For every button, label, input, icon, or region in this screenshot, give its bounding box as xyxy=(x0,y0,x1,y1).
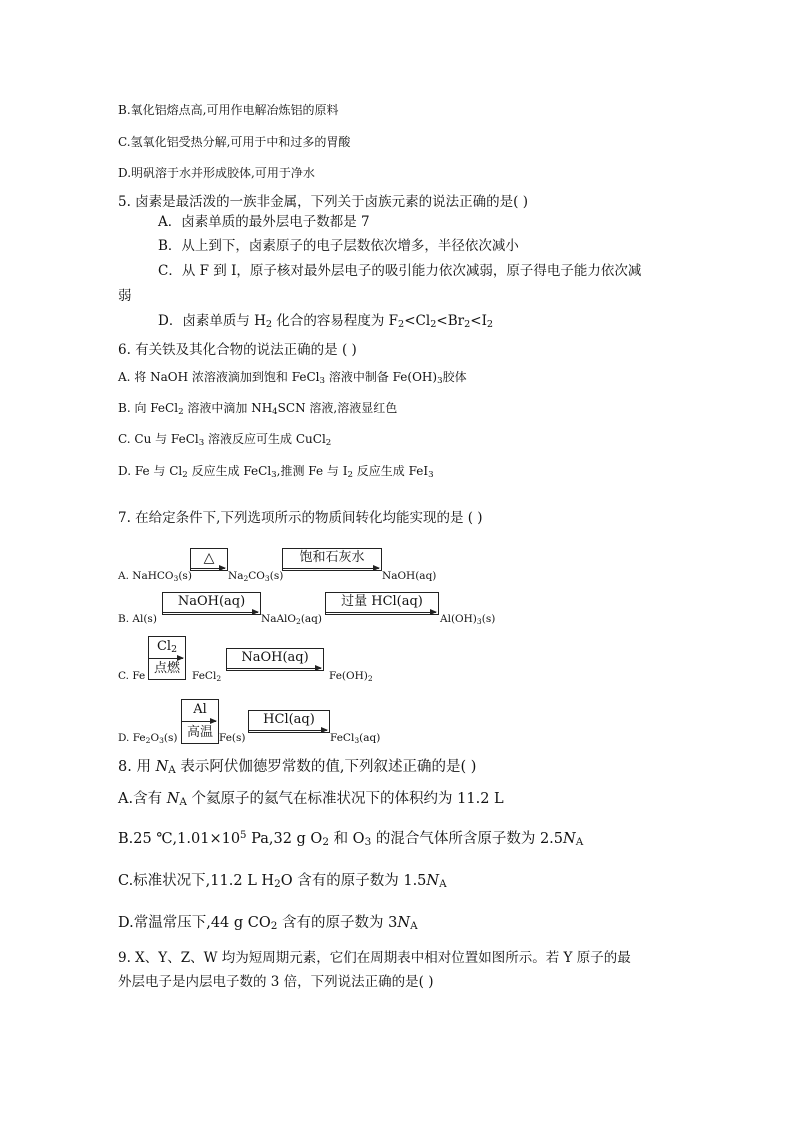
q7a-heat-symbol: △ xyxy=(203,550,215,566)
q5-option-a: A．卤素单质的最外层电子数都是 7 xyxy=(158,214,370,230)
q7d-condition1-top: Al xyxy=(193,702,207,717)
q7d-condition1-bottom: 高温 xyxy=(186,725,213,740)
q7c-reactant: C. Fe xyxy=(118,670,146,682)
q7c-arrow2 xyxy=(227,668,321,669)
q8-option-d: D.常温常压下,44 g $CO_2$ 含有的原子数为 $3N_A$ xyxy=(118,915,418,932)
q7-stem: 7. 在给定条件下,下列选项所示的物质间转化均能实现的是 ( ) xyxy=(118,510,483,526)
q4-option-d: D.明矾溶于水并形成胶体,可用于净水 xyxy=(118,166,315,180)
q7b-arrow2 xyxy=(326,612,436,613)
q5-option-d: D．卤素单质与 $H_2$ 化合的容易程度为 $F_2<Cl_2<Br_2<I_2$ xyxy=(158,313,494,330)
q7c-condition1-top: $Cl_2$ xyxy=(156,639,178,655)
q7c-product: $Fe(OH)_2$ xyxy=(329,670,373,683)
q7a-arrow1 xyxy=(191,568,225,569)
q5-option-c: C．从 F 到 I，原子核对最外层电子的吸引能力依次减弱，原子得电子能力依次减 xyxy=(158,263,642,279)
q8-stem: 8. 用 $N_A$ 表示阿伏伽德罗常数的值,下列叙述正确的是( ) xyxy=(118,759,477,776)
q7a-condition2: 饱和石灰水 xyxy=(299,550,365,565)
q6-option-c: C. Cu 与 FeCl$_3$ 溶液反应可生成 CuCl$_2$ xyxy=(118,432,332,448)
q8-option-b: B.25 $℃,1.01\times 10^5$ Pa,32 g $O_2$ 和 $O_3$ 的混合气体所含原子数为 $2.5N_A$ xyxy=(118,830,584,848)
q7c-condition2: NaOH(aq) xyxy=(241,650,309,665)
q6-option-d: D. Fe 与 $Cl_2$ 反应生成 FeCl$_3$,推测 Fe 与 $I_2$ 反应生成 FeI$_3$ xyxy=(118,464,434,480)
q6-stem: 6. 有关铁及其化合物的说法正确的是 ( ) xyxy=(118,342,357,358)
q7b-product: $Al(OH)_3(s)$ xyxy=(440,613,496,626)
q7d-product: FeCl$_3$(aq) xyxy=(330,732,381,745)
q7c-intermediate: FeCl$_2$ xyxy=(192,670,222,683)
q7c-condition1-bottom: 点燃 xyxy=(153,661,180,676)
q8-option-c: C.标准状况下,11.2 L $H_2O$ 含有的原子数为 $1.5N_A$ xyxy=(118,873,447,890)
q4-option-c: C.氢氧化铝受热分解,可用于中和过多的胃酸 xyxy=(118,135,351,149)
q7a-intermediate: $Na_2CO_3(s)$ xyxy=(228,570,284,583)
q7b-condition2: 过量 HCl(aq) xyxy=(341,594,423,609)
q7d-reactant: D. $Fe_2O_3(s)$ xyxy=(118,732,178,745)
q7d-arrow1 xyxy=(182,721,216,722)
q6-option-b: B. 向 FeCl$_2$ 溶液中滴加 $NH_4SCN$ 溶液,溶液显红色 xyxy=(118,401,398,417)
q7d-arrow2 xyxy=(249,730,327,731)
q7a-arrow2 xyxy=(283,568,379,569)
q4-option-b: B.氧化铝熔点高,可用作电解冶炼铝的原料 xyxy=(118,103,339,117)
q5-option-c-cont: 弱 xyxy=(118,288,132,304)
q7b-arrow1 xyxy=(163,612,258,613)
q7b-reactant: B. Al(s) xyxy=(118,613,157,625)
q7b-condition1: NaOH(aq) xyxy=(177,594,246,609)
q8-option-a: A.含有 $N_A$ 个氦原子的氦气在标准状况下的体积约为 11.2 L xyxy=(118,791,504,808)
q9-stem-line1: 9. X、Y、Z、W 均为短周期元素，它们在周期表中相对位置如图所示。若 Y 原子的最 xyxy=(118,950,631,966)
q7d-intermediate: Fe(s) xyxy=(219,732,246,744)
q6-option-a: A. 将 NaOH 浓溶液滴加到饱和 FeCl$_3$ 溶液中制备 $Fe(OH)_3$胶体 xyxy=(118,370,467,386)
q7d-condition2: HCl(aq) xyxy=(263,712,315,727)
q7a-product: NaOH(aq) xyxy=(382,570,437,582)
q7b-intermediate: NaAlO$_2$(aq) xyxy=(261,613,322,626)
q7a-reactant: A. NaHCO$_3$(s) xyxy=(118,570,192,583)
q7c-arrow1 xyxy=(149,658,183,659)
q5-option-b: B．从上到下，卤素原子的电子层数依次增多，半径依次减小 xyxy=(158,238,519,254)
q9-stem-line2: 外层电子是内层电子数的 3 倍，下列说法正确的是( ) xyxy=(118,974,434,990)
q5-stem: 5. 卤素是最活泼的一族非金属，下列关于卤族元素的说法正确的是( ) xyxy=(118,194,528,210)
